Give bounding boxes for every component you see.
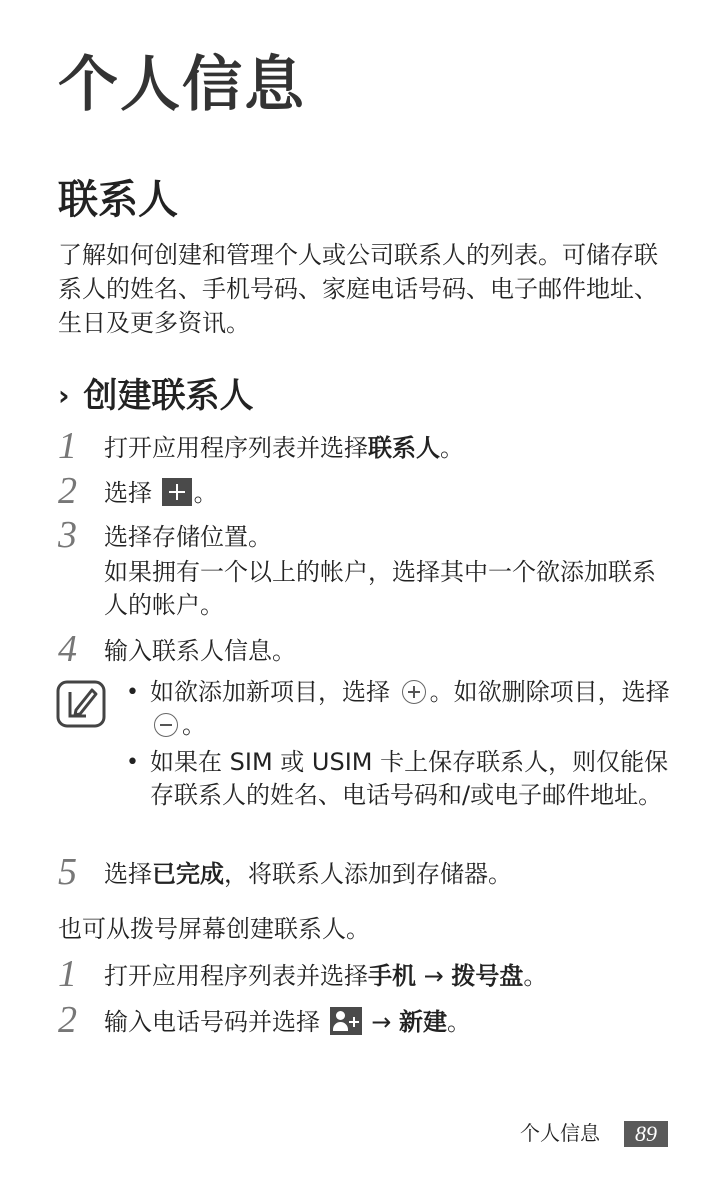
step-number: 2 — [58, 999, 77, 1041]
step-text-end: 。 — [440, 434, 464, 462]
alt-method-paragraph: 也可从拨号屏幕创建联系人。 — [58, 915, 370, 943]
step-number: 1 — [58, 953, 77, 995]
subsection-heading — [58, 374, 254, 418]
step-4 — [58, 628, 678, 670]
note-pencil-icon — [56, 680, 106, 728]
step-text-end: ，将联系人添加到存储器。 — [224, 860, 512, 888]
subsection-title: 创建联系人 — [83, 376, 254, 416]
plus-icon — [162, 478, 192, 506]
step-3 — [58, 514, 678, 556]
step-text: 选择存储位置。 — [104, 523, 272, 551]
step-text: 输入电话号码并选择 — [104, 1008, 328, 1036]
step-text-end: 。 — [447, 1008, 472, 1036]
menu-name: 新建 — [399, 1008, 448, 1036]
note-text: 。如欲删除项目，选择 — [429, 678, 670, 706]
step-text: 打开应用程序列表并选择 — [104, 962, 368, 990]
chapter-title: 个人信息 — [58, 50, 306, 120]
step-text: 输入联系人信息。 — [104, 637, 296, 665]
menu-name: 联系人 — [368, 434, 440, 462]
note-text: 。 — [182, 711, 206, 739]
menu-name: 拨号盘 — [451, 962, 524, 990]
note-text: 如欲添加新项目，选择 — [150, 678, 398, 706]
add-contact-icon — [330, 1007, 362, 1035]
chevron-right-icon: › — [58, 379, 70, 412]
intro-paragraph: 了解如何创建和管理个人或公司联系人的列表。可储存联系人的姓名、手机号码、家庭电话号码、电子邮件地址、生日及更多资讯。 — [58, 241, 658, 337]
menu-name: 已完成 — [152, 860, 224, 888]
add-circle-icon — [402, 680, 426, 704]
step-text: 打开应用程序列表并选择 — [104, 434, 368, 462]
note-text: 如果在 SIM 或 USIM 卡上保存联系人，则仅能保存联系人的姓名、电话号码和/或电子邮件地址。 — [150, 748, 669, 809]
bullet: • — [126, 750, 139, 775]
section-title: 联系人 — [58, 177, 178, 223]
step-2 — [58, 470, 678, 512]
step-number: 1 — [58, 425, 77, 467]
note-item — [124, 746, 674, 812]
note-item — [124, 676, 674, 742]
note-list — [124, 676, 674, 816]
step-text: 选择 — [104, 860, 152, 888]
arrow: → — [416, 962, 452, 990]
page-number: 89 — [624, 1121, 668, 1147]
footer-chapter-label: 个人信息 — [520, 1121, 600, 1145]
step-number: 3 — [58, 514, 77, 556]
step-number: 5 — [58, 851, 77, 893]
menu-name: 手机 — [368, 962, 416, 990]
dialer-step-2 — [58, 999, 678, 1041]
step-number: 2 — [58, 470, 77, 512]
step-number: 4 — [58, 628, 77, 670]
remove-circle-icon — [154, 713, 178, 737]
step-3-detail: 如果拥有一个以上的帐户，选择其中一个欲添加联系人的帐户。 — [104, 558, 656, 619]
dialer-step-1 — [58, 953, 678, 995]
step-text: 选择 — [104, 479, 160, 507]
bullet: • — [126, 680, 139, 705]
step-1 — [58, 425, 678, 467]
arrow: → — [363, 1008, 400, 1036]
step-text-end: 。 — [193, 479, 218, 507]
step-5 — [58, 851, 678, 893]
step-text-end: 。 — [523, 962, 548, 990]
